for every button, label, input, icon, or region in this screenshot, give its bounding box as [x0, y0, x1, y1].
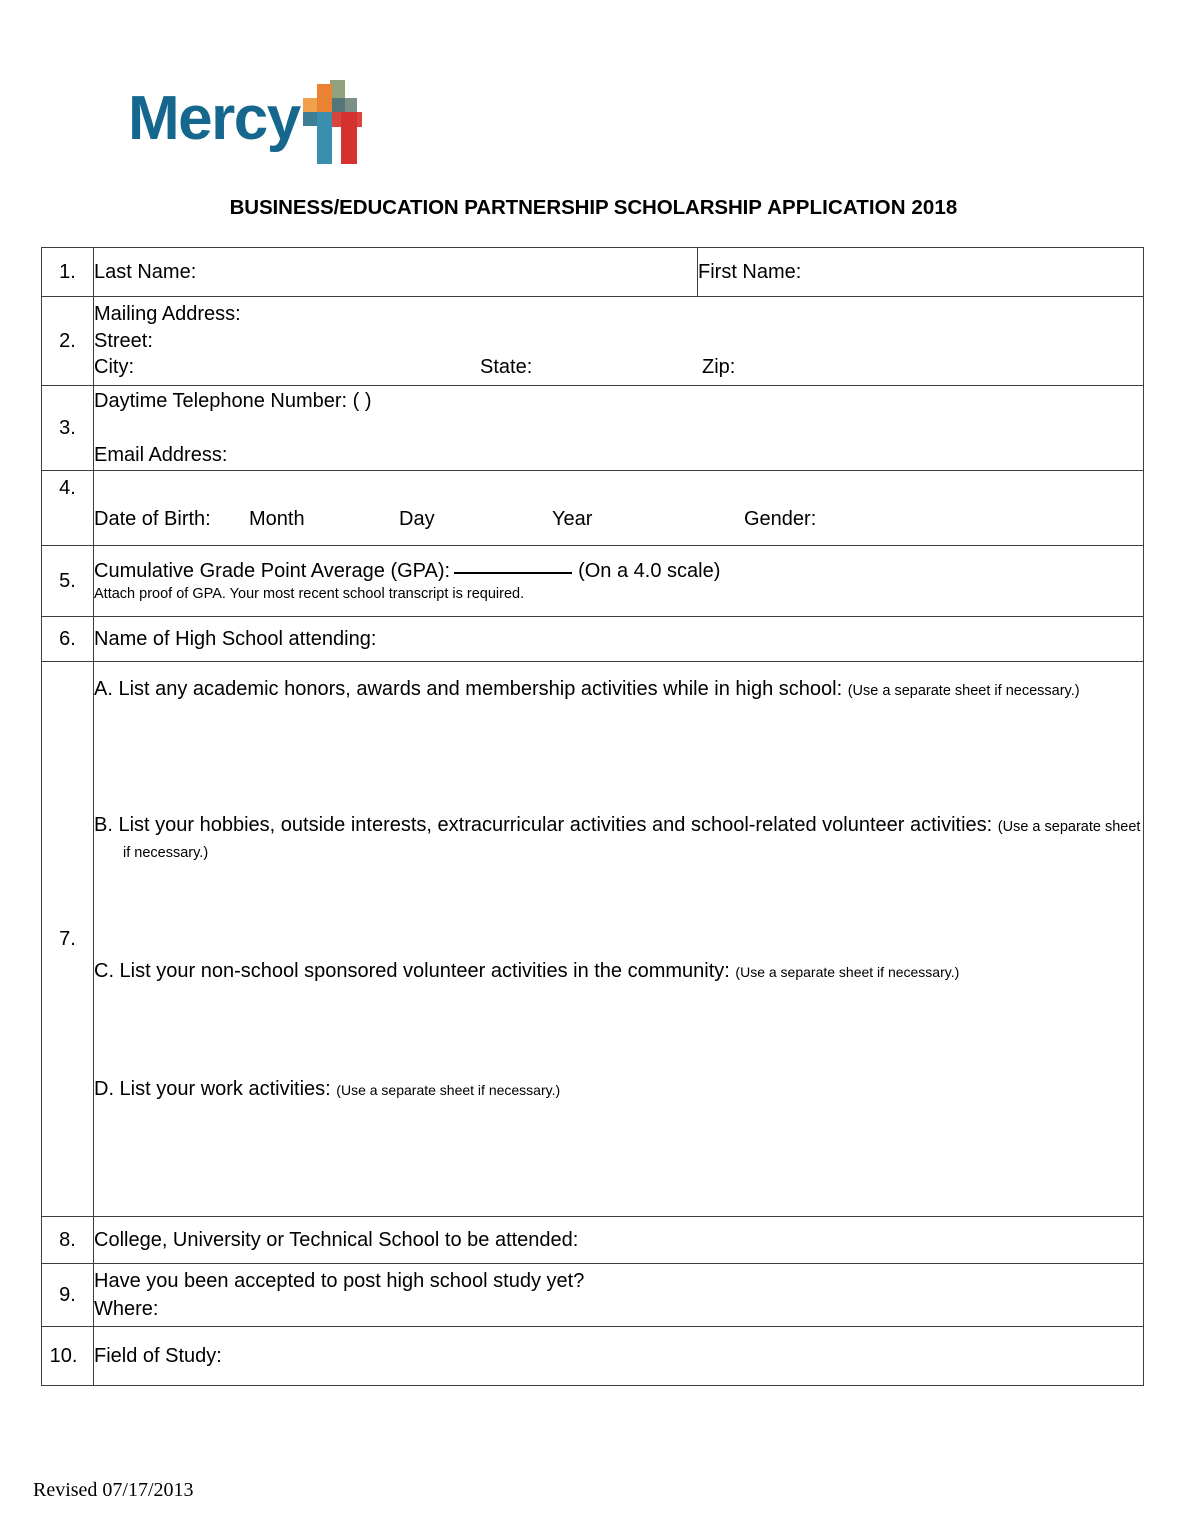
activities-section — [94, 662, 1144, 1217]
dob-gender-field[interactable] — [94, 471, 1144, 546]
table-row — [42, 546, 1144, 617]
gpa-scale-label: (On a 4.0 scale) — [578, 559, 721, 582]
question-7d-text-group — [94, 1076, 1143, 1102]
email-label: Email Address: — [94, 444, 228, 466]
day-label: Day — [399, 507, 435, 530]
table-row — [42, 1217, 1144, 1264]
page-title-regular: BUSINESS/EDUCATION PARTNERSHIP SCHOLARSHIP — [229, 196, 768, 219]
city-state-zip-line — [94, 354, 1143, 380]
mailing-address-label: Mailing Address: — [94, 303, 241, 326]
question-7c-label: C. List your non-school sponsored volunteer activities in the community: — [94, 960, 730, 982]
gender-label: Gender: — [744, 507, 817, 530]
page-title — [0, 196, 1187, 221]
gpa-line — [94, 558, 1143, 584]
question-7a-note: (Use a separate sheet if necessary.) — [847, 683, 1080, 699]
question-7b-note: (Use a separate sheet if necessary.) — [123, 819, 1141, 861]
row-number-7: 7. — [42, 662, 94, 1217]
gpa-label: Cumulative Grade Point Average (GPA): — [94, 559, 451, 582]
field-of-study-field[interactable] — [94, 1327, 1144, 1386]
first-name-label: First Name: — [698, 260, 802, 283]
street-label: Street: — [94, 329, 153, 352]
question-7c[interactable] — [94, 958, 1143, 1076]
college-label: College, University or Technical School to be attended: — [94, 1228, 579, 1251]
telephone-label: Daytime Telephone Number: ( ) — [94, 389, 372, 412]
row-number-4: 4. — [42, 471, 94, 546]
month-label: Month — [249, 507, 305, 530]
table-row — [42, 248, 1144, 297]
table-row — [42, 662, 1144, 1217]
dob-line — [94, 506, 1143, 532]
gpa-note: Attach proof of GPA. Your most recent school transcript is required. — [94, 586, 525, 603]
question-7d[interactable] — [94, 1076, 1143, 1216]
mercy-cross-icon — [296, 78, 368, 170]
row-number-1: 1. — [42, 248, 94, 297]
table-row — [42, 297, 1144, 386]
state-label: State: — [480, 356, 533, 379]
mailing-address-field[interactable] — [94, 297, 1144, 386]
first-name-field[interactable] — [698, 248, 1144, 297]
city-label: City: — [94, 356, 134, 379]
question-7c-note: (Use a separate sheet if necessary.) — [735, 964, 960, 980]
question-7c-text-group — [94, 958, 1143, 984]
question-7b-label: B. List your hobbies, outside interests, extracurricular activities and school-related volunteer activities: — [94, 814, 993, 836]
table-row — [42, 386, 1144, 471]
question-7b[interactable] — [94, 812, 1143, 958]
row-number-5: 5. — [42, 546, 94, 617]
year-label: Year — [552, 507, 593, 530]
field-of-study-label: Field of Study: — [94, 1344, 222, 1367]
question-7a[interactable] — [94, 662, 1143, 812]
high-school-label: Name of High School attending: — [94, 627, 377, 650]
gpa-input-blank[interactable] — [454, 572, 572, 574]
revision-footer: Revised 07/17/2013 — [33, 1479, 194, 1501]
zip-label: Zip: — [702, 356, 736, 379]
accepted-label: Have you been accepted to post high school study yet? — [94, 1269, 585, 1292]
where-label: Where: — [94, 1298, 159, 1320]
mercy-logo — [128, 78, 368, 170]
question-7a-label: A. List any academic honors, awards and membership activities while in high school: — [94, 678, 843, 700]
row-number-9: 9. — [42, 1264, 94, 1327]
row-number-6: 6. — [42, 617, 94, 662]
table-row — [42, 1327, 1144, 1386]
question-7d-label: D. List your work activities: — [94, 1078, 331, 1100]
row-number-2: 2. — [42, 297, 94, 386]
table-row — [42, 617, 1144, 662]
acceptance-field[interactable] — [94, 1264, 1144, 1327]
contact-field[interactable] — [94, 386, 1144, 471]
question-7d-note: (Use a separate sheet if necessary.) — [336, 1082, 561, 1098]
page-title-bold: APPLICATION 2018 — [767, 196, 958, 219]
row-number-3: 3. — [42, 386, 94, 471]
table-row — [42, 1264, 1144, 1327]
gpa-field[interactable] — [94, 546, 1144, 617]
mercy-wordmark: Mercy — [128, 84, 300, 153]
last-name-label: Last Name: — [94, 260, 197, 283]
row-number-8: 8. — [42, 1217, 94, 1264]
application-form-table — [41, 247, 1144, 1386]
table-row — [42, 471, 1144, 546]
college-field[interactable] — [94, 1217, 1144, 1264]
question-7b-text-group — [94, 812, 1143, 864]
high-school-field[interactable] — [94, 617, 1144, 662]
question-7a-text-group — [94, 676, 1143, 702]
row-number-10: 10. — [42, 1327, 94, 1386]
dob-label: Date of Birth: — [94, 507, 211, 530]
last-name-field[interactable] — [94, 248, 698, 297]
